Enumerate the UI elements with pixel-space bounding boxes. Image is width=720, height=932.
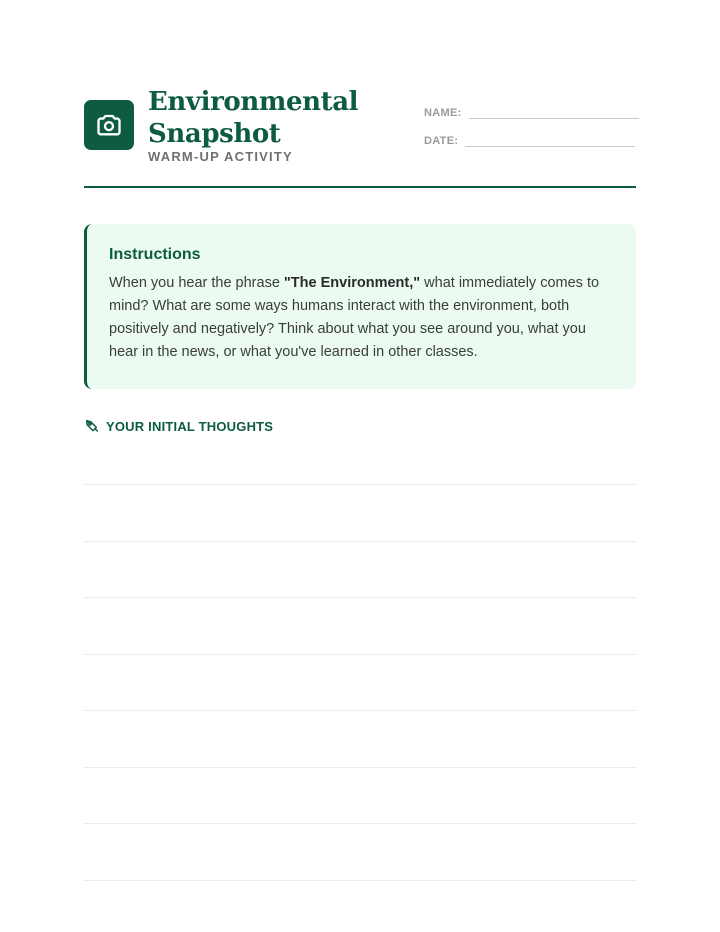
camera-logo — [84, 100, 134, 150]
thoughts-heading-label: YOUR INITIAL THOUGHTS — [106, 418, 274, 434]
thoughts-heading — [84, 418, 273, 434]
writing-line[interactable] — [84, 654, 636, 655]
title-line-2: Snapshot — [148, 119, 281, 149]
writing-line[interactable] — [84, 710, 636, 711]
writing-line[interactable] — [84, 541, 636, 542]
worksheet-header — [84, 86, 636, 188]
instructions-text-bold: "The Environment," — [283, 275, 421, 291]
pen-icon — [84, 418, 100, 434]
writing-line[interactable] — [84, 823, 636, 824]
writing-line[interactable] — [84, 484, 636, 485]
date-field — [424, 132, 635, 147]
instructions-panel — [84, 224, 636, 389]
instructions-text-after: what immediately comes to mind? What are some ways humans interact with the environment, both positively and negatively? Think about what you see around you, what you hear in the news, or what you've learned in other classes. — [109, 275, 600, 360]
instructions-text — [109, 272, 614, 364]
date-blank[interactable] — [465, 132, 635, 147]
header-divider — [84, 186, 636, 188]
name-blank[interactable] — [469, 104, 639, 119]
instructions-text-before: When you hear the phrase — [109, 275, 284, 291]
writing-line[interactable] — [84, 597, 636, 598]
title-line-1: Environmental — [148, 87, 359, 117]
page-subtitle: WARM-UP ACTIVITY — [148, 149, 293, 164]
date-label: DATE: — [424, 135, 459, 147]
writing-line[interactable] — [84, 767, 636, 768]
instructions-heading: Instructions — [109, 246, 201, 263]
camera-icon — [95, 111, 123, 139]
name-label: NAME: — [424, 107, 462, 119]
page-title — [148, 86, 358, 150]
writing-line[interactable] — [84, 880, 636, 881]
name-field — [424, 104, 639, 119]
